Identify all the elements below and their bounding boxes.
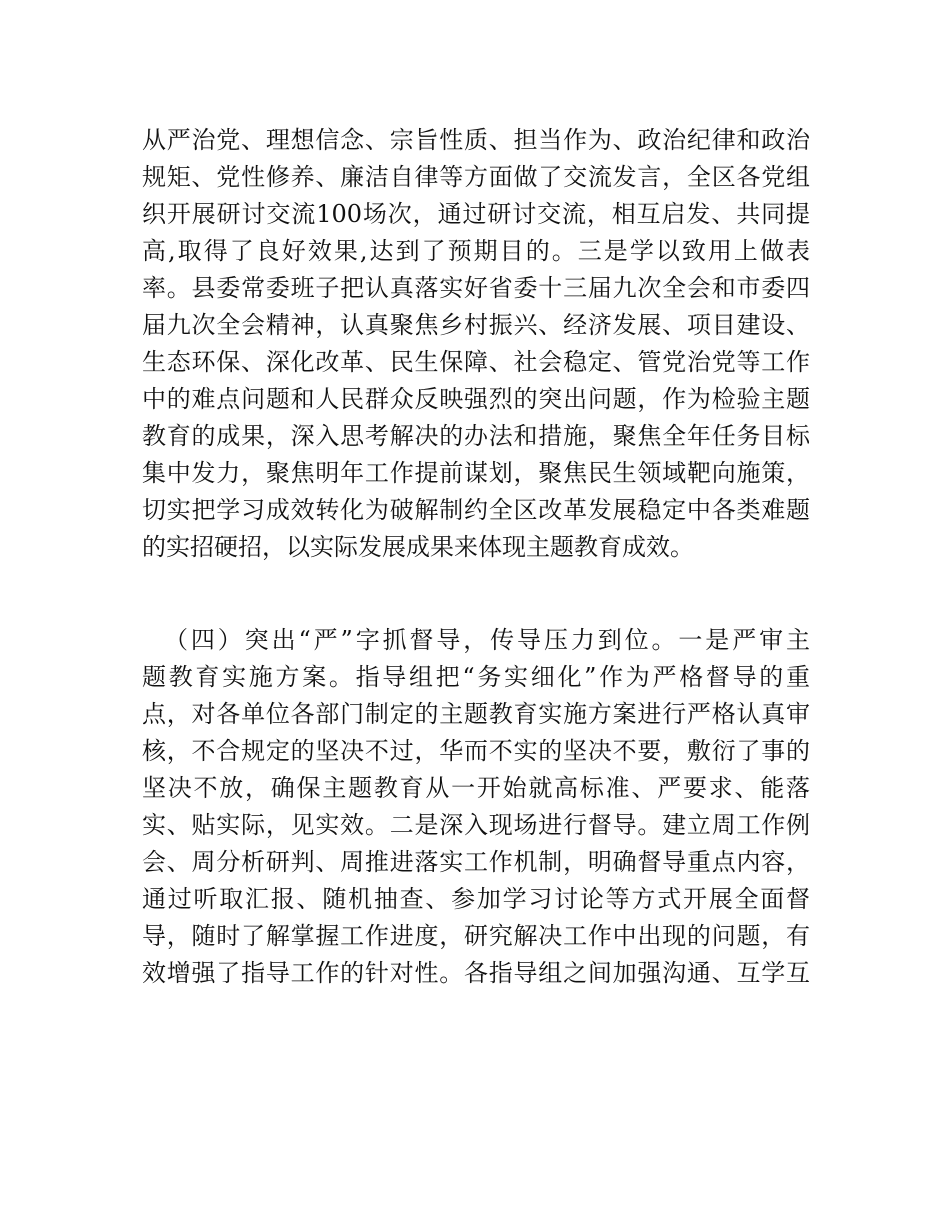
- text-line: 点，对各单位各部门制定的主题教育实施方案进行严格认真审: [142, 700, 810, 728]
- text-line: 切实把学习成效转化为破解制约全区改革发展稳定中各类难题: [142, 496, 810, 524]
- text-line: 生态环保、深化改革、民生保障、社会稳定、管党治党等工作: [142, 348, 810, 376]
- text-line: 实、贴实际，见实效。二是深入现场进行督导。建立周工作例: [142, 811, 810, 839]
- paragraph-2: [142, 622, 810, 992]
- text-line: 题教育实施方案。指导组把“务实细化”作为严格督导的重: [142, 663, 810, 691]
- text-line: 导，随时了解掌握工作进度，研究解决工作中出现的问题，有: [142, 922, 810, 950]
- text-line: 效增强了指导工作的针对性。各指导组之间加强沟通、互学互: [142, 959, 810, 987]
- text-line: 届九次全会精神，认真聚焦乡村振兴、经济发展、项目建设、: [142, 311, 810, 339]
- text-line: 坚决不放，确保主题教育从一开始就高标准、严要求、能落: [142, 774, 810, 802]
- text-line: 率。县委常委班子把认真落实好省委十三届九次全会和市委四: [142, 274, 810, 302]
- text-line: 规矩、党性修养、廉洁自律等方面做了交流发言，全区各党组: [142, 163, 810, 191]
- paragraph-1: [142, 122, 810, 566]
- text-line: （四）突出“严”字抓督导，传导压力到位。一是严审主: [164, 626, 810, 654]
- text-line: 中的难点问题和人民群众反映强烈的突出问题，作为检验主题: [142, 385, 810, 413]
- text-line: 核，不合规定的坚决不过，华而不实的坚决不要，敷衍了事的: [142, 737, 810, 765]
- text-line: 的实招硬招，以实际发展成果来体现主题教育成效。: [142, 533, 694, 561]
- text-line: 教育的成果，深入思考解决的办法和措施，聚焦全年任务目标: [142, 422, 810, 450]
- text-line: 会、周分析研判、周推进落实工作机制，明确督导重点内容，: [142, 848, 810, 876]
- text-line: 通过听取汇报、随机抽查、参加学习讨论等方式开展全面督: [142, 885, 810, 913]
- text-line: 高,取得了良好效果,达到了预期目的。三是学以致用上做表: [142, 237, 810, 265]
- text-line: 集中发力，聚焦明年工作提前谋划，聚焦民生领域靶向施策，: [142, 459, 810, 487]
- text-line: 织开展研讨交流100场次，通过研讨交流，相互启发、共同提: [142, 200, 810, 228]
- text-line: 从严治党、理想信念、宗旨性质、担当作为、政治纪律和政治: [142, 126, 810, 154]
